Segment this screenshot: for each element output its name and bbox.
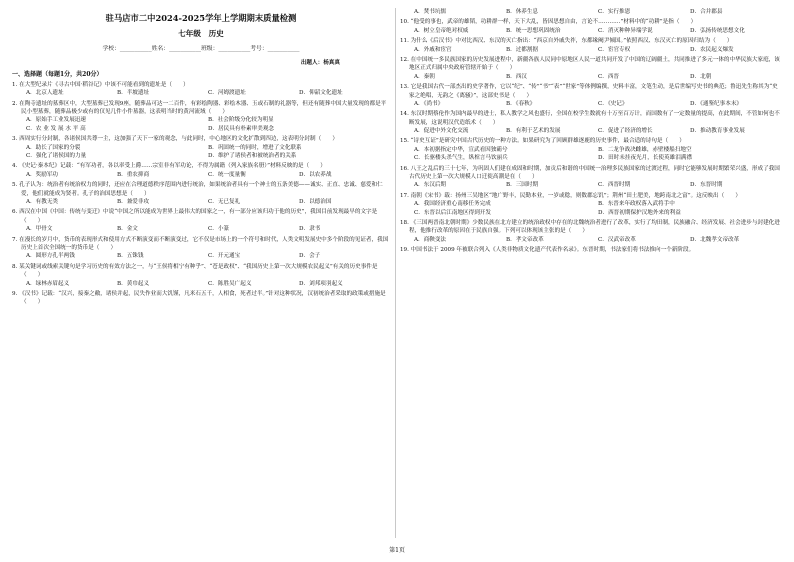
answer-option: A．北京人遗址 — [26, 90, 64, 97]
answer-option: D．西晋初期保护汉地外来的利益 — [598, 209, 681, 216]
answer-option: D．以德治国 — [299, 198, 332, 205]
answer-option: B．西汉 — [506, 73, 527, 80]
question-stem: 7. 在漫长的岁月中，货币的表现形式和使用方式不断演变而不断演变过，它不仅是市场上的一个符号和时代，人类文明发展史中多个阶段的见证者，我国历史上首次全国统一的货币是（ ） — [12, 236, 389, 251]
answer-options — [12, 225, 390, 233]
answer-option: D．维护了诸侯者和被统治者的关系 — [208, 153, 297, 160]
question-item — [12, 208, 390, 233]
question-stem: 2. 在陶寺遗址的墓葬区中，大型墓葬已发现9座，随葬品可达一二百件，有彩绘陶器、彩绘木器、玉或石制的礼器等，但还有随葬中国大量发现的都是平民小型墓葬，随葬品极少或有的仅见几件小件墓器，这表明当时的黄河流域（ ） — [12, 100, 387, 116]
answer-options — [400, 200, 782, 217]
question-stem: 3. 西周实行分封制，各诸侯国共尊一主，这加强了天下一家的观念，与此同时，中心地区的文化扩散到四边，这表明分封制（ ） — [12, 136, 338, 143]
question-item — [12, 290, 390, 307]
answer-options — [12, 252, 390, 260]
answer-option: A．外戚和宦官 — [414, 46, 452, 53]
answer-option: C．长驱楼头杀气生，纵棺言马饮丽兵 — [414, 155, 508, 162]
answer-option: A．《尚书》 — [414, 100, 444, 107]
answer-option: B．过都割据 — [506, 46, 539, 53]
answer-option: C．促进了经济的增长 — [598, 128, 653, 135]
answer-option: B．巩固统一的同时，增进了文化联系 — [208, 144, 302, 151]
answer-options — [12, 89, 390, 97]
answer-option: B．黄巾起义 — [117, 280, 150, 287]
answer-options — [400, 100, 782, 108]
answer-option: D．《通鉴纪事本末》 — [690, 100, 743, 107]
student-info-fields: 学校：___________姓名：___________班级：___________考号：___________ — [102, 45, 300, 52]
answer-option: C．宦官专权 — [598, 46, 631, 53]
answer-options — [400, 146, 782, 163]
question-stem: 9. 《汉书》记载：“汉兴，接秦之敝，诸侯并起，民失作业而大饥馑，凡米石五千，人相食，死者过半。”针对这种状况，汉初统治者采取的政策或措施是（ ） — [12, 290, 386, 306]
answer-option: B．金文 — [117, 226, 138, 233]
answer-option: D．北魏孝文帝改革 — [690, 236, 740, 243]
answer-options — [400, 127, 782, 135]
answer-option: B．半坡遗址 — [117, 90, 150, 97]
question-item — [400, 246, 782, 254]
right-question-list — [400, 8, 782, 255]
answer-option: A．奖励军功 — [26, 171, 59, 178]
question-item — [400, 219, 782, 244]
answer-option: C．消灭种种异端学说 — [598, 27, 653, 34]
question-item — [400, 192, 782, 217]
answer-option: B．五铢钱 — [117, 253, 144, 260]
question-stem: 10. “他受的事也，武帝的雄韬，功耕群一样，天下大乱，皆因思想自由，言论不…………”材料中的“功耕”是指（ ） — [400, 19, 697, 26]
answer-options — [12, 171, 390, 179]
answer-option: A．绿林赤眉起义 — [26, 280, 70, 287]
answer-option: C．西晋 — [598, 73, 620, 80]
answer-option: C．开元通宝 — [208, 253, 241, 260]
answer-option: D．推动教育事业发展 — [690, 128, 745, 135]
question-item — [12, 135, 390, 160]
question-stem: 4. 《史记·秦本纪》记载：“有军功者，各以率受上爵……宗室非有军功论，不得为属籍（列入家族名册）”材料反映的是（ ） — [12, 163, 326, 170]
question-item — [400, 83, 782, 108]
question-item — [12, 236, 390, 261]
question-stem: 15. “诗史互证”是研究中国古代历史的一种方法。如果研究为了回顾群雄逐鹿的历史事件，最合适的诗句是（ ） — [400, 138, 685, 145]
answer-option: A．甲骨文 — [26, 226, 53, 233]
question-item — [400, 8, 782, 16]
question-stem: 8. 某关键词或线索关键句是学习历史的有效方法之一，与“王侯将相宁有种乎”、“苍是政权”、“我国历史上第一次大规模农民起义”有关的历史事件是（ ） — [12, 263, 378, 279]
answer-option: B．二龙争战决雌雄，赤壁楼船扫地空 — [598, 146, 692, 153]
answer-option: D．隶书 — [299, 226, 321, 233]
question-stem: 11. 为什么《后汉书》中对比西汉、东汉的灭亡指出：“西京自外戚失祚，东都缘阉尹倾国。”依照西汉、东汉灭亡的原因归结为（ ） — [400, 38, 733, 45]
answer-option: D．以农养战 — [299, 171, 332, 178]
answer-options — [400, 8, 782, 16]
answer-option: C．陈胜吴广起义 — [208, 280, 252, 287]
answer-option: D．农民起义爆发 — [690, 46, 734, 53]
answer-option: A．东汉后期 — [414, 182, 447, 189]
right-column — [400, 0, 782, 255]
question-stem: 5. 孔子认为：统治者有统治权力的同时，还应在合理道德秩序范围内进行统治，如果统治者具有一个神士的五条美德——诚实、正直、忠诚、慈爱和仁爱，他们就能成为贤者。孔子的治国思想是（ ） — [12, 182, 383, 197]
question-item — [400, 110, 782, 135]
answer-option: D．居民具有朴素审美观念 — [208, 125, 275, 132]
answer-option: C．小篆 — [208, 226, 230, 233]
answer-option: B．兼爱非攻 — [117, 198, 150, 205]
answer-option: D．田时未挂夜光月，长使英雄泪满襟 — [598, 155, 692, 162]
answer-options — [400, 27, 782, 35]
answer-option: A．本初据指定中华，宣武看因独霸兮 — [414, 146, 508, 153]
answer-option: D．北朝 — [690, 73, 712, 80]
answer-option: B．孝文帝改革 — [506, 236, 544, 243]
left-question-list — [12, 81, 390, 307]
answer-options — [400, 236, 782, 244]
answer-option: B．统一思想巩固统治 — [506, 27, 561, 34]
question-stem: 18. 《三国两晋南北朝时期》少数民族在北方建立的统治政权中存在的北魏统治者进行了改革，实行了均田制，民族融合、经济发展、社会进步与封建化进程，他推行改革的原因在于民族自强。下列可以体现该主张的是（ ） — [400, 219, 780, 235]
answer-option: C．东晋以后江南地区得到开发 — [414, 209, 491, 216]
question-item — [400, 137, 782, 162]
answer-option: D．弘扬传统思想文化 — [690, 27, 745, 34]
answer-option: C．汉武帝改革 — [598, 236, 636, 243]
answer-option: B．《春秋》 — [506, 100, 536, 107]
answer-option: C．《史记》 — [598, 100, 628, 107]
answer-option: A．我国经济重心南移任务完成 — [414, 201, 491, 208]
answer-option: A．焚书坑儒 — [414, 9, 447, 15]
question-item — [400, 165, 782, 190]
answer-option: B．有利于艺术的发展 — [506, 128, 561, 135]
answer-option: B．东晋来年政权落入武将手中 — [598, 201, 675, 208]
answer-option: A．有教无类 — [26, 198, 59, 205]
answer-options — [400, 73, 782, 81]
answer-option: A．助长了国家的分裂 — [26, 144, 81, 151]
question-stem: 17. 南朝《宋书》载：扬州三吴地区“地广野丰，民勤本业，一岁或稔，则数郡忘饥”；荆州“田土肥美，地跨南北之富”。这反映出（ ） — [400, 192, 741, 199]
page-number: 第1页 — [389, 547, 405, 554]
answer-option: D．会子 — [299, 253, 321, 260]
question-item — [400, 56, 782, 81]
answer-option: D．仰韶文化遗址 — [299, 90, 343, 97]
answer-options — [12, 116, 390, 133]
question-stem: 13. 它是我国古代一部杰出的史学著作，它以“纪”、“传”“书”“表”“世家”等体例编撰，史料丰富，文笔生动，是后世编写史书的典范；鲁迅先生称其为“史家之绝唱，无韵之《离骚》”，这部史书是（ ） — [400, 84, 778, 99]
question-setter: 出题人：杨真真 — [300, 59, 340, 66]
question-stem: 14. 东汉时期蔡伦作为国内最早的进士，私人教学之风也盛行，全国在校学生数就有十万至百万计，而国数有了一定数量的提高，在此期间，不管如何也不断发展，这说明汉代造纸术（ ） — [400, 111, 780, 126]
answer-options — [400, 46, 782, 54]
exam-subtitle: 七年级 历史 — [178, 29, 224, 39]
question-stem: 19. 中国书法于 2009 年被联合列入《人类非物质文化遗产代表作名录》。东晋时期，书法家们将书法推向一个新阶段。 — [400, 247, 695, 254]
question-item — [400, 18, 782, 35]
answer-option: C．统一度量衡 — [208, 171, 246, 178]
question-item — [400, 37, 782, 54]
answer-options — [12, 280, 390, 288]
column-divider — [395, 8, 396, 538]
exam-title: 驻马店市二中2024-2025学年上学期期末质量检测 — [105, 13, 297, 23]
answer-option: C．无已复礼 — [208, 198, 241, 205]
answer-option: A．树立皇帝绝对权威 — [414, 27, 469, 34]
question-item — [12, 81, 390, 98]
answer-option: A．商鞅变法 — [414, 236, 447, 243]
answer-option: C．实行推恩 — [598, 9, 631, 15]
answer-options — [12, 144, 390, 161]
answer-option: D．刘邦项羽起义 — [299, 280, 343, 287]
answer-options — [12, 198, 390, 206]
answer-option: B．重农抑商 — [117, 171, 150, 178]
question-item — [12, 263, 390, 288]
answer-option: A．秦朝 — [414, 73, 435, 80]
question-item — [12, 100, 390, 134]
answer-option: C．河姆渡遗址 — [208, 90, 246, 97]
question-stem: 1. 在大型纪录片《寻古中国·稻谷记》中该不可能看到的遗址是（ ） — [12, 81, 189, 88]
answer-option: C．农 业 发 展 水 平 高 — [26, 125, 86, 132]
answer-option: D．东晋时期 — [690, 182, 723, 189]
answer-option: D．合并郡县 — [690, 9, 723, 15]
answer-option: B．社会阶级分化较为明显 — [208, 117, 274, 124]
question-item — [12, 181, 390, 206]
answer-option: A．原始手工业发展迅速 — [26, 117, 86, 124]
answer-option: C．西晋时期 — [598, 182, 631, 189]
answer-option: A．圆形方孔半两钱 — [26, 253, 75, 260]
question-stem: 12. 在中国统一多民族国家的历史发展进程中，新疆各族人民同中原地区人民一道共同开发了中国的辽阔疆土，共同推进了多元一体的中华民族大家庭，该地区正式归属中央政府管辖开始于（ ） — [400, 56, 780, 72]
question-item — [12, 162, 390, 179]
answer-option: C．强化了诸侯国的力量 — [26, 153, 87, 160]
answer-option: B．休养生息 — [506, 9, 539, 15]
section-heading: 一、选择题（每题1分，共20分） — [12, 70, 103, 78]
question-stem: 16. 八王之乱后的三十七年，为巩固人们建在成固和时期，加贡后和谐的中国统一治理多民族国家的过渡过程，同时它能够发展时期繁荣兴盛，形成了我国古代历史上第一次大规模人口迁徙高潮是在（ ） — [400, 165, 780, 181]
answer-options — [400, 181, 782, 189]
question-stem: 6. 西汉在中国《中国：传统与变迁》中说“中国之所以能成为世界上最伟大的国家之一，有一部分应该归功于他的历史”，我国目前发现最早的文字是（ ） — [12, 209, 378, 224]
answer-option: B．三国时期 — [506, 182, 539, 189]
left-column — [12, 0, 390, 307]
answer-option: A．促进中外文化交流 — [414, 128, 469, 135]
